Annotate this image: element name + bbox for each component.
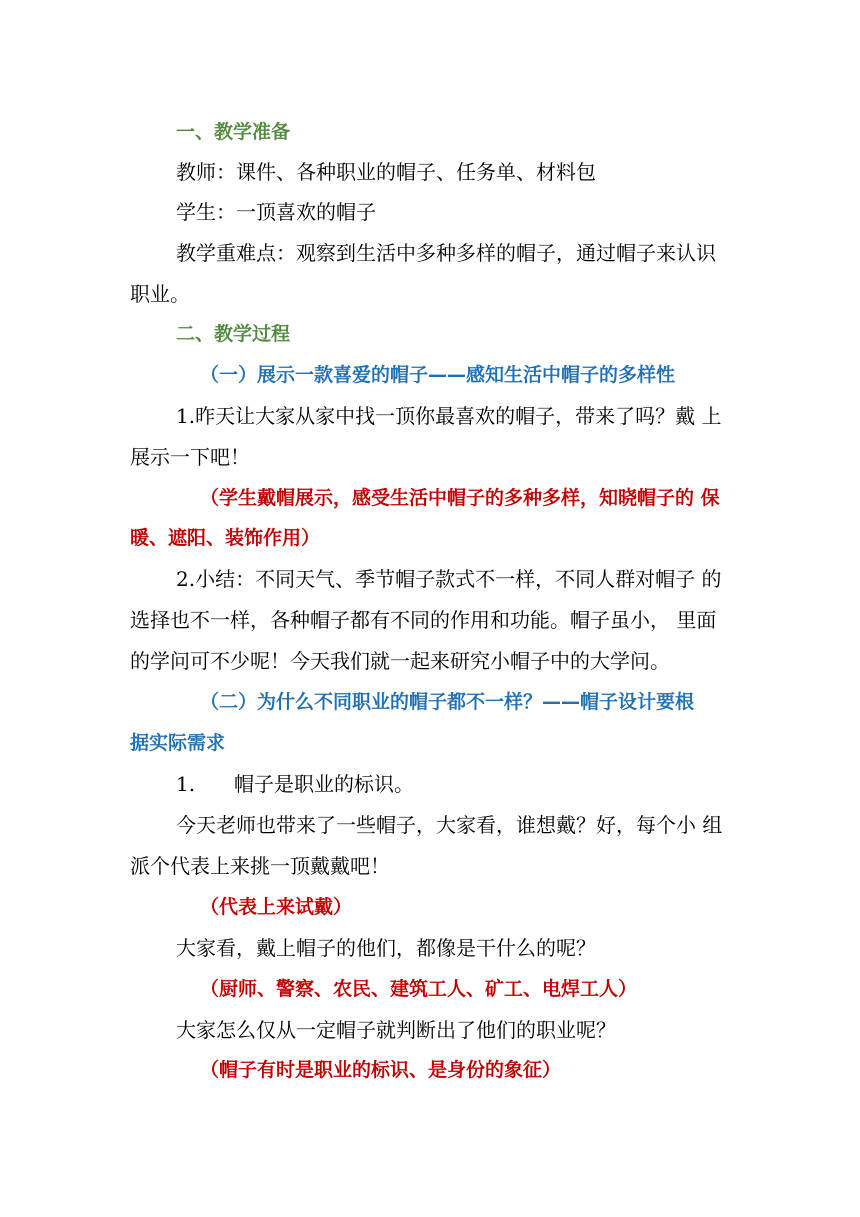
paragraph-1-line-2: 派个代表上来挑一顶戴戴吧！ bbox=[130, 854, 390, 878]
item-1-number: 1. bbox=[176, 772, 196, 796]
step-2-line-2: 选择也不一样，各种帽子都有不同的作用和功能。帽子虽小， 里面 bbox=[130, 608, 717, 632]
note-1-line-2: 暖、遮阳、装饰作用） bbox=[130, 527, 321, 549]
section-1-title: 一、教学准备 bbox=[176, 121, 291, 143]
note-4: （帽子有时是职业的标识、是身份的象征） bbox=[200, 1059, 562, 1081]
note-2: （代表上来试戴） bbox=[200, 896, 353, 918]
step-2-line-1: 2.小结：不同天气、季节帽子款式不一样，不同人群对帽子 的 bbox=[176, 567, 722, 591]
student-materials: 学生：一顶喜欢的帽子 bbox=[176, 200, 376, 224]
teacher-materials: 教师：课件、各种职业的帽子、任务单、材料包 bbox=[176, 160, 596, 184]
part-2-title-line-2: 据实际需求 bbox=[130, 732, 226, 754]
key-points-line-1: 教学重难点：观察到生活中多种多样的帽子，通过帽子来认识 bbox=[176, 241, 716, 265]
step-2-line-3: 的学问可不少呢！今天我们就一起来研究小帽子中的大学问。 bbox=[130, 649, 670, 673]
key-points-line-2: 职业。 bbox=[130, 282, 190, 306]
part-2-title-line-1: （二）为什么不同职业的帽子都不一样？——帽子设计要根 bbox=[200, 691, 695, 713]
step-1-line-2: 展示一下吧！ bbox=[130, 445, 250, 469]
question-2: 大家怎么仅从一定帽子就判断出了他们的职业呢？ bbox=[176, 1018, 616, 1042]
note-3: （厨师、警察、农民、建筑工人、矿工、电焊工人） bbox=[200, 978, 638, 1000]
step-1-line-1: 1.昨天让大家从家中找一顶你最喜欢的帽子，带来了吗？戴 上 bbox=[176, 404, 722, 428]
section-2-title: 二、教学过程 bbox=[176, 323, 291, 345]
question-1: 大家看，戴上帽子的他们，都像是干什么的呢？ bbox=[176, 936, 596, 960]
part-1-title: （一）展示一款喜爱的帽子——感知生活中帽子的多样性 bbox=[200, 364, 676, 386]
note-1-line-1: （学生戴帽展示，感受生活中帽子的多种多样，知晓帽子的 保 bbox=[200, 487, 720, 509]
item-1-text: 帽子是职业的标识。 bbox=[234, 772, 414, 796]
paragraph-1-line-1: 今天老师也带来了一些帽子，大家看，谁想戴？好，每个小 组 bbox=[176, 813, 723, 837]
